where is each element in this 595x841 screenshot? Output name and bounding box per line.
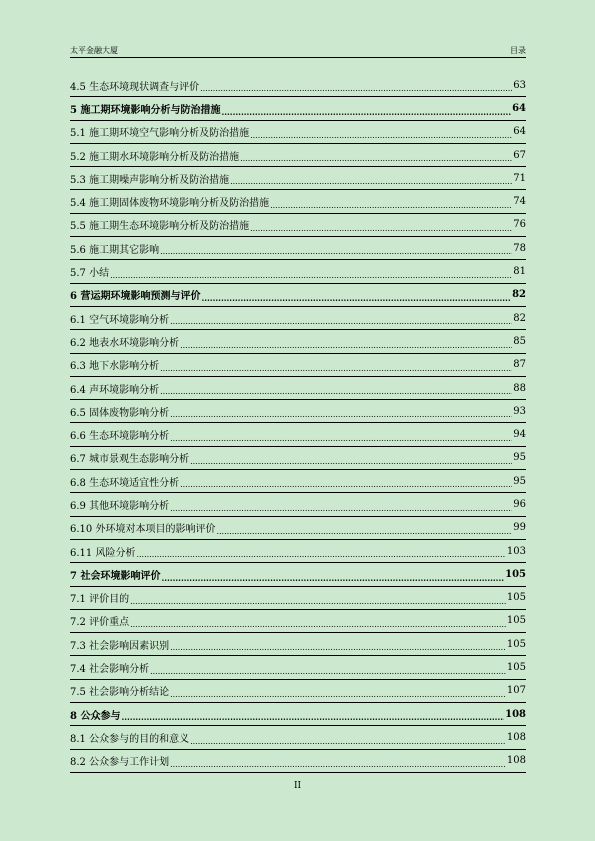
toc-dot-leader [170,409,512,422]
toc-entry[interactable] [70,400,526,423]
toc-entry-title: 6.8 生态环境适宜性分析 [70,477,180,489]
toc-entry-page: 64 [512,102,526,114]
toc-entry-page: 87 [513,359,526,371]
toc-entry[interactable] [70,284,526,307]
toc-entry-page: 95 [513,452,526,464]
toc-dot-leader [250,130,512,143]
toc-dot-leader [160,246,512,259]
toc-dot-leader [180,340,512,353]
toc-entry[interactable] [70,517,526,540]
toc-entry-title: 5.3 施工期噪声影响分析及防治措施 [70,174,230,186]
toc-entry-page: 108 [505,708,526,720]
toc-entry-title: 6.10 外环境对本项目的影响评价 [70,524,216,536]
toc-entry[interactable] [70,237,526,260]
toc-dot-leader [136,549,505,562]
toc-entry-title: 4.5 生态环境现状调查与评价 [70,81,200,93]
toc-entry-page: 94 [513,429,526,441]
header-section-title: 目录 [510,46,526,55]
toc-entry[interactable] [70,563,526,586]
toc-entry-title: 5.6 施工期其它影响 [70,244,160,256]
toc-entry-title: 5 施工期环境影响分析与防治措施 [70,104,221,116]
toc-entry-page: 107 [506,685,526,697]
toc-dot-leader [170,642,506,655]
toc-entry-title: 6.2 地表水环境影响分析 [70,337,180,349]
toc-dot-leader [161,573,504,586]
toc-dot-leader [170,316,512,329]
toc-dot-leader [170,689,506,702]
toc-entry-title: 8 公众参与 [70,710,121,722]
toc-entry-page: 78 [513,242,526,254]
toc-entry[interactable] [70,330,526,353]
toc-entry-title: 5.2 施工期水环境影响分析及防治措施 [70,151,240,163]
toc-entry[interactable] [70,540,526,563]
toc-dot-leader [180,479,512,492]
toc-entry[interactable] [70,214,526,237]
toc-entry-title: 7.3 社会影响因素识别 [70,640,170,652]
toc-dot-leader [130,596,506,609]
toc-entry-title: 6.6 生态环境影响分析 [70,431,170,443]
toc-entry-page: 82 [512,289,526,301]
toc-dot-leader [250,223,512,236]
toc-entry-page: 95 [513,475,526,487]
toc-dot-leader [190,736,506,749]
header-document-title: 太平金融大厦 [70,46,118,55]
toc-entry[interactable] [70,610,526,633]
toc-entry[interactable] [70,726,526,749]
toc-entry-title: 5.5 施工期生态环境影响分析及防治措施 [70,221,250,233]
toc-dot-leader [170,503,512,516]
toc-entry[interactable] [70,260,526,283]
toc-entry[interactable] [70,74,526,97]
toc-entry[interactable] [70,587,526,610]
toc-entry-title: 8.1 公众参与的目的和意义 [70,733,190,745]
toc-entry-title: 6.5 固体废物影响分析 [70,407,170,419]
toc-entry-page: 85 [513,335,526,347]
toc-entry[interactable] [70,656,526,679]
toc-entry-page: 103 [506,545,526,557]
toc-entry[interactable] [70,447,526,470]
toc-entry-title: 8.2 公众参与工作计划 [70,757,170,769]
toc-entry-title: 7.5 社会影响分析结论 [70,687,170,699]
toc-dot-leader [200,83,512,96]
toc-entry-page: 71 [513,172,526,184]
toc-entry-title: 6 营运期环境影响预测与评价 [70,291,201,303]
toc-entry-page: 88 [513,382,526,394]
toc-dot-leader [130,619,506,632]
toc-entry-page: 63 [513,79,526,91]
toc-entry-title: 7 社会环境影响评价 [70,570,161,582]
toc-entry[interactable] [70,97,526,120]
toc-entry-title: 5.1 施工期环境空气影响分析及防治措施 [70,128,250,140]
toc-entry-page: 74 [513,196,526,208]
toc-entry-page: 105 [506,592,526,604]
toc-entry-title: 6.7 城市景观生态影响分析 [70,454,190,466]
toc-dot-leader [216,526,512,539]
toc-dot-leader [160,363,512,376]
toc-entry-title: 6.3 地下水影响分析 [70,361,160,373]
toc-entry-page: 105 [506,615,526,627]
toc-dot-leader [110,270,512,283]
toc-entry-page: 76 [513,219,526,231]
toc-entry-page: 108 [506,731,526,743]
toc-entry-page: 93 [513,405,526,417]
toc-entry[interactable] [70,307,526,330]
toc-entry[interactable] [70,377,526,400]
toc-entry[interactable] [70,167,526,190]
toc-entry-page: 105 [506,662,526,674]
page-number: II [293,781,302,791]
toc-entry[interactable] [70,423,526,446]
toc-entry-page: 105 [505,568,526,580]
toc-dot-leader [230,176,512,189]
toc-entry[interactable] [70,190,526,213]
toc-entry[interactable] [70,354,526,377]
toc-dot-leader [240,153,512,166]
toc-entry-title: 7.2 评价重点 [70,617,130,629]
toc-entry-title: 7.1 评价目的 [70,594,130,606]
toc-entry[interactable] [70,703,526,726]
toc-entry-page: 105 [506,638,526,650]
toc-dot-leader [170,759,506,772]
toc-entry-page: 99 [513,522,526,534]
toc-entry-title: 5.7 小结 [70,268,110,280]
toc-dot-leader [190,456,512,469]
toc-entry-title: 7.4 社会影响分析 [70,664,150,676]
table-of-contents [70,74,526,773]
toc-dot-leader [270,200,512,213]
page-header [70,44,526,58]
toc-entry-title: 5.4 施工期固体废物环境影响分析及防治措施 [70,198,270,210]
toc-entry[interactable] [70,680,526,703]
toc-dot-leader [121,712,504,725]
toc-entry-page: 64 [513,126,526,138]
toc-entry-page: 82 [513,312,526,324]
toc-entry-title: 6.4 声环境影响分析 [70,384,160,396]
toc-dot-leader [150,666,506,679]
toc-entry-page: 67 [513,149,526,161]
toc-entry-page: 81 [513,266,526,278]
toc-entry[interactable] [70,750,526,773]
toc-entry[interactable] [70,470,526,493]
toc-entry-title: 6.11 风险分析 [70,547,136,559]
toc-dot-leader [201,293,511,306]
toc-entry-title: 6.1 空气环境影响分析 [70,314,170,326]
toc-dot-leader [170,433,512,446]
toc-entry[interactable] [70,633,526,656]
toc-entry-title: 6.9 其他环境影响分析 [70,500,170,512]
toc-dot-leader [221,107,511,120]
toc-entry[interactable] [70,121,526,144]
toc-dot-leader [160,386,512,399]
toc-entry[interactable] [70,144,526,167]
toc-entry-page: 96 [513,498,526,510]
toc-entry[interactable] [70,493,526,516]
toc-entry-page: 108 [506,755,526,767]
